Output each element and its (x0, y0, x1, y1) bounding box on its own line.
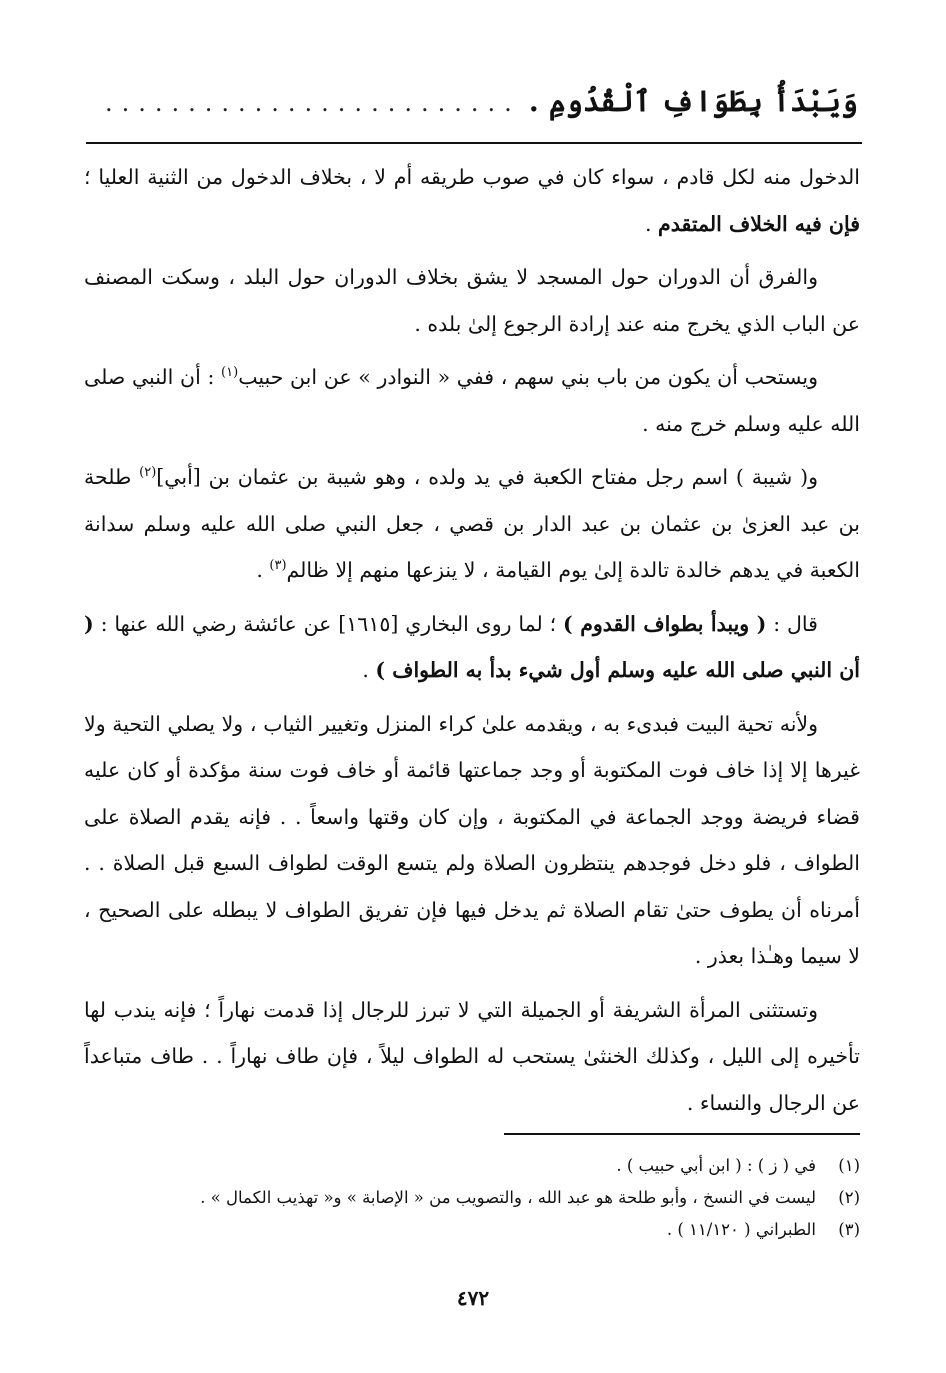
text-span: والفرق أن الدوران حول المسجد لا يشق بخلاف الدوران حول البلد ، وسكت المصنف عن الباب الذي يخرج منه عند إرادة الرجوع إلىٰ بلده . (84, 265, 860, 336)
text-span: قال : (766, 611, 818, 636)
text-span: . (256, 558, 270, 582)
paragraph (84, 601, 860, 694)
text-span: : أن النبي صلى الله عليه وسلم خرج منه . (84, 365, 860, 436)
footnote-number: (٢) (838, 1188, 860, 1207)
footnote-number: (٣) (838, 1220, 860, 1239)
page-number: ٤٧٢ (456, 1286, 490, 1310)
text-span: . (645, 211, 659, 236)
paragraph (84, 254, 860, 347)
paragraph (84, 454, 860, 594)
footnote (84, 1150, 860, 1182)
header-rule (86, 142, 862, 144)
bold-text-span: فإن فيه الخلاف المتقدم (658, 211, 860, 236)
footnote-marker: (١) (221, 365, 239, 381)
bold-text-span: ( ويبدأ بطواف القدوم ) (563, 611, 767, 636)
text-span: و( شيبة ) اسم رجل مفتاح الكعبة في يد ولده ، وهو شيبة بن عثمان بن [أبي] (156, 465, 818, 489)
bold-text-span: ( أن النبي صلى الله عليه وسلم أول شيء بدأ به الطواف ) (84, 611, 860, 682)
header-leader-dots: ......................... (105, 89, 521, 117)
footnote-text: في ( ز ) : ( ابن أبي حبيب ) . (616, 1156, 816, 1175)
body-text (84, 154, 860, 1133)
footnote-marker: (٣) (269, 558, 287, 574)
paragraph (84, 354, 860, 447)
footnote (84, 1214, 860, 1246)
text-span: ويستحب أن يكون من باب بني سهم ، ففي « النوادر » عن ابن حبيب (238, 365, 819, 389)
text-span: طلحة بن عبد العزىٰ بن عثمان بن عبد الدار بن قصي ، جعل النبي صلى الله عليه وسلم سدانة الكعبة في يدهم خالدة تالدة إلىٰ يوم القيامة ، لا ينزعها منهم إلا ظالم (84, 465, 860, 582)
running-header (86, 68, 858, 124)
paragraph (84, 701, 860, 980)
footnote-text: ليست في النسخ ، وأبو طلحة هو عبد الله ، والتصويب من « الإصابة » و« تهذيب الكمال » . (200, 1188, 816, 1207)
text-span: ؛ لما روى البخاري [١٦١٥] عن عائشة رضي الله عنها : (93, 611, 563, 636)
paragraph (84, 154, 860, 247)
footnote-number: (١) (838, 1156, 860, 1175)
footnotes (84, 1150, 860, 1246)
text-span: الدخول منه لكل قادم ، سواء كان في صوب طريقه أم لا ، بخلاف الدخول من الثنية العليا ؛ (84, 165, 860, 189)
text-span: . (362, 658, 376, 682)
text-span: وتستثنى المرأة الشريفة أو الجميلة التي لا تبرز للرجال إذا قدمت نهاراً ؛ فإنه يندب لها تأخيره إلى الليل ، وكذلك الخنثىٰ يستحب له الطواف ليلاً ، فإن طاف نهاراً . . طاف متباعداً عن الرجال والنساء . (84, 997, 860, 1115)
footnote-separator (504, 1133, 860, 1135)
header-title: وَيَبْدَأُ بِطَوَافِ ٱلْقُدُومِ . (528, 84, 858, 118)
footnote (84, 1182, 860, 1214)
footnote-marker: (٢) (139, 465, 157, 481)
footnote-text: الطبراني ( ١١/١٢٠ ) . (666, 1220, 816, 1239)
text-span: ولأنه تحية البيت فبدىء به ، ويقدمه علىٰ كراء المنزل وتغيير الثياب ، ولا يصلي التحية ولا غيرها إلا إذا خاف فوت المكتوبة أو وجد جماعتها قائمة أو خاف فوت سنة مؤكدة أو كان عليه قضاء فريضة ووجد الجماعة في المكتوبة ، وإن كان وقتها واسعاً . . فإنه يقدم الصلاة على الطواف ، فلو دخل فوجدهم ينتظرون الصلاة ولم يتسع الوقت لطواف السبع قبل الصلاة . . أمرناه أن يطوف حتىٰ تقام الصلاة ثم يدخل فيها فإن تفريق الطواف لا يبطله على الصحيح ، لا سيما وهـٰذا بعذر . (84, 711, 860, 968)
paragraph (84, 987, 860, 1127)
